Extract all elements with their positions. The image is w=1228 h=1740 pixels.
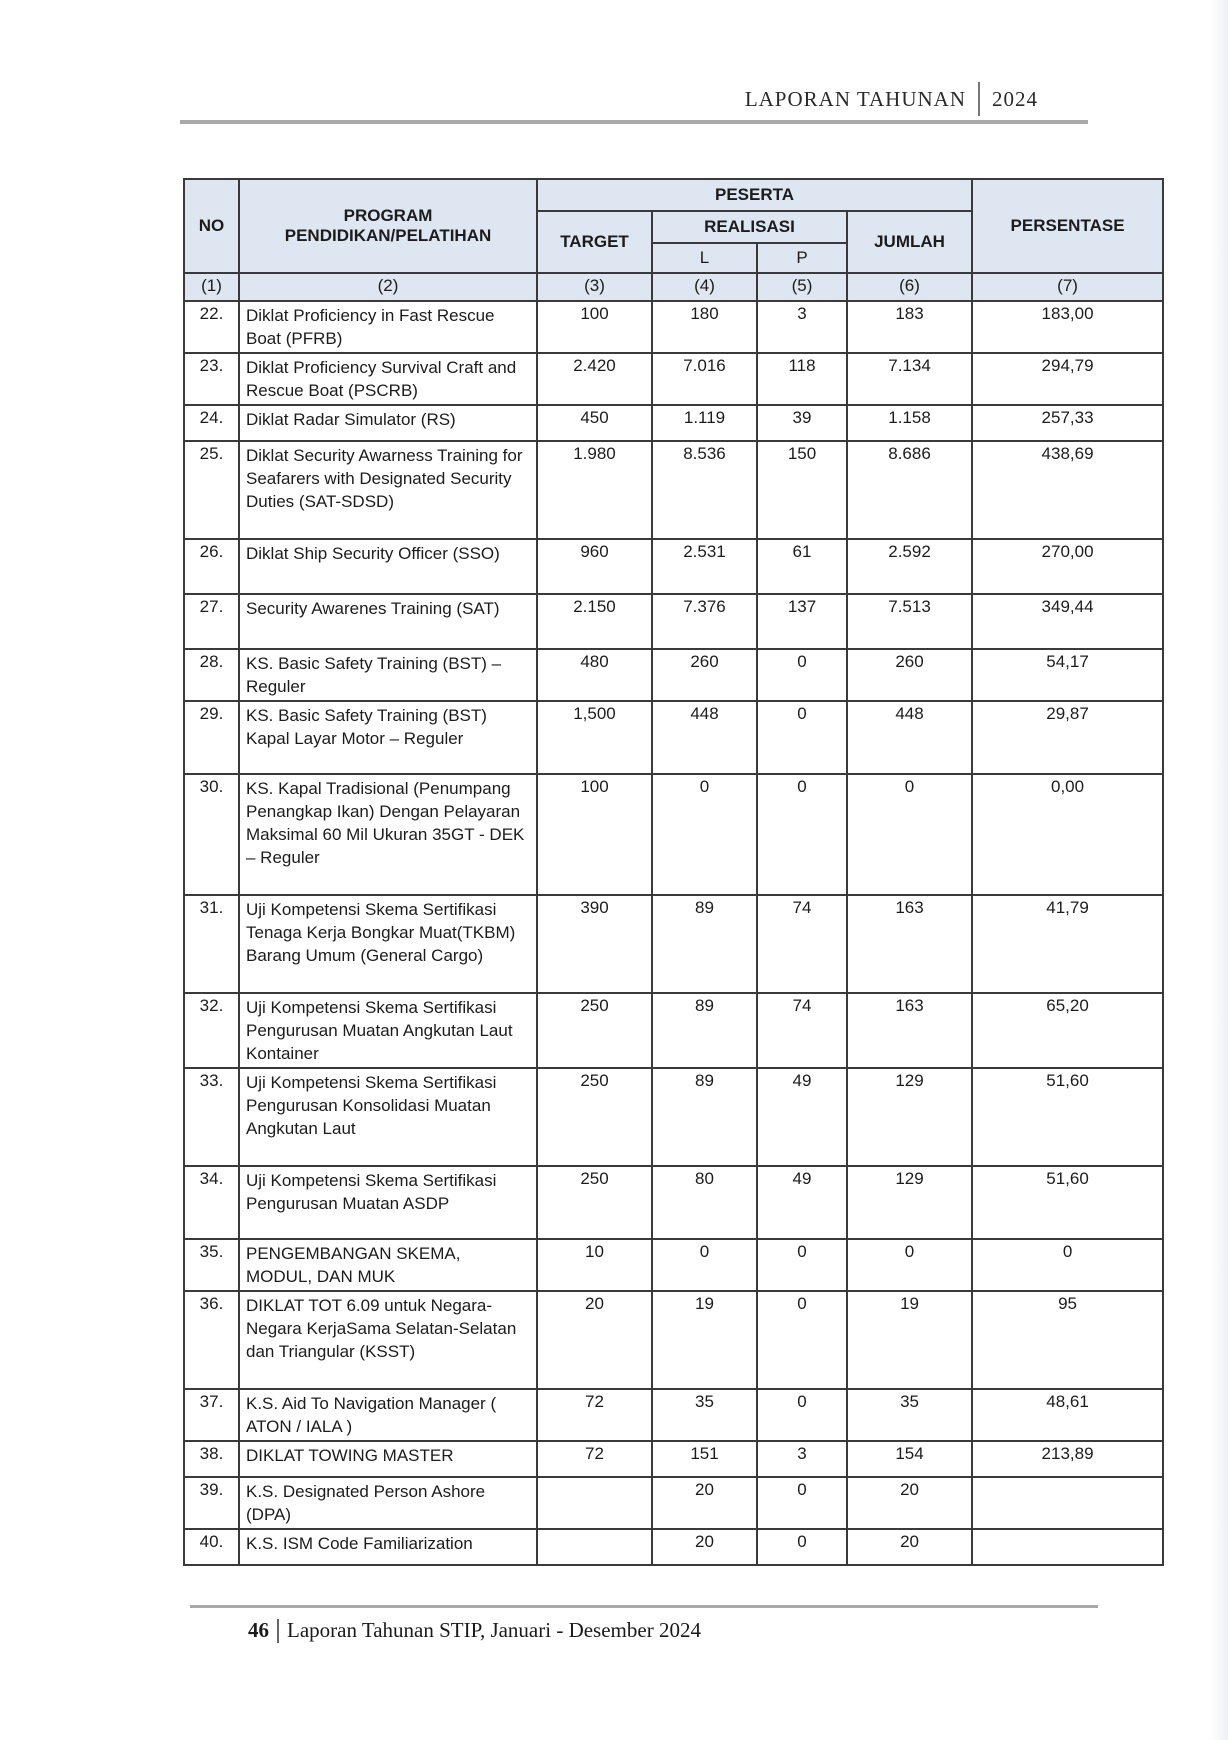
row-persentase: 213,89 <box>972 1441 1163 1477</box>
row-program: Diklat Proficiency Survival Craft and Rescue Boat (PSCRB) <box>239 353 537 405</box>
row-persentase: 54,17 <box>972 649 1163 701</box>
row-target: 1,500 <box>537 701 652 774</box>
row-program: Diklat Security Awarness Training for Seafarers with Designated Security Duties (SAT-SDSD) <box>239 441 537 539</box>
row-persentase: 0 <box>972 1239 1163 1291</box>
header-divider <box>978 82 980 116</box>
table-row <box>184 1477 1163 1529</box>
table-body <box>184 301 1163 1565</box>
row-target: 2.150 <box>537 594 652 649</box>
row-program: KS. Kapal Tradisional (Penumpang Penangkap Ikan) Dengan Pelayaran Maksimal 60 Mil Ukuran 35GT - DEK – Reguler <box>239 774 537 895</box>
header-p: P <box>757 243 847 273</box>
row-p: 137 <box>757 594 847 649</box>
row-jumlah: 8.686 <box>847 441 972 539</box>
row-no: 32. <box>184 993 239 1068</box>
row-no: 28. <box>184 649 239 701</box>
row-persentase <box>972 1529 1163 1565</box>
row-no: 27. <box>184 594 239 649</box>
row-jumlah: 0 <box>847 774 972 895</box>
row-target: 450 <box>537 405 652 441</box>
row-l: 2.531 <box>652 539 757 594</box>
row-no: 38. <box>184 1441 239 1477</box>
table-row <box>184 594 1163 649</box>
row-no: 35. <box>184 1239 239 1291</box>
row-persentase: 257,33 <box>972 405 1163 441</box>
footer-divider <box>277 1619 279 1643</box>
row-target: 10 <box>537 1239 652 1291</box>
row-jumlah: 448 <box>847 701 972 774</box>
page-edge-shadow <box>1210 0 1228 1740</box>
row-jumlah: 0 <box>847 1239 972 1291</box>
row-no: 39. <box>184 1477 239 1529</box>
header-target: TARGET <box>537 211 652 273</box>
row-l: 7.376 <box>652 594 757 649</box>
row-p: 0 <box>757 1291 847 1389</box>
row-persentase: 51,60 <box>972 1166 1163 1239</box>
row-persentase: 183,00 <box>972 301 1163 353</box>
row-jumlah: 19 <box>847 1291 972 1389</box>
row-program: Diklat Ship Security Officer (SSO) <box>239 539 537 594</box>
row-p: 39 <box>757 405 847 441</box>
row-target: 72 <box>537 1389 652 1441</box>
row-program: Uji Kompetensi Skema Sertifikasi Pengurusan Konsolidasi Muatan Angkutan Laut <box>239 1068 537 1166</box>
row-no: 37. <box>184 1389 239 1441</box>
row-p: 74 <box>757 895 847 993</box>
row-target: 250 <box>537 1166 652 1239</box>
row-no: 25. <box>184 441 239 539</box>
row-program: Uji Kompetensi Skema Sertifikasi Pengurusan Muatan ASDP <box>239 1166 537 1239</box>
row-program: Uji Kompetensi Skema Sertifikasi Pengurusan Muatan Angkutan Laut Kontainer <box>239 993 537 1068</box>
row-target: 250 <box>537 1068 652 1166</box>
footer-rule <box>190 1605 1098 1608</box>
row-p: 3 <box>757 1441 847 1477</box>
row-persentase: 65,20 <box>972 993 1163 1068</box>
row-persentase: 29,87 <box>972 701 1163 774</box>
row-l: 151 <box>652 1441 757 1477</box>
table-row <box>184 895 1163 993</box>
index-cell: (6) <box>847 273 972 301</box>
row-program: Uji Kompetensi Skema Sertifikasi Tenaga Kerja Bongkar Muat(TKBM) Barang Umum (General Cargo) <box>239 895 537 993</box>
row-program: Diklat Proficiency in Fast Rescue Boat (PFRB) <box>239 301 537 353</box>
row-target: 100 <box>537 301 652 353</box>
row-target: 2.420 <box>537 353 652 405</box>
row-p: 0 <box>757 649 847 701</box>
header-l: L <box>652 243 757 273</box>
row-target: 20 <box>537 1291 652 1389</box>
row-jumlah: 2.592 <box>847 539 972 594</box>
table-row <box>184 1441 1163 1477</box>
page-header <box>745 82 1038 116</box>
row-jumlah: 7.513 <box>847 594 972 649</box>
row-persentase: 41,79 <box>972 895 1163 993</box>
row-p: 61 <box>757 539 847 594</box>
row-persentase: 270,00 <box>972 539 1163 594</box>
row-program: Diklat Radar Simulator (RS) <box>239 405 537 441</box>
row-no: 24. <box>184 405 239 441</box>
row-p: 0 <box>757 1529 847 1565</box>
row-p: 0 <box>757 774 847 895</box>
page-footer <box>248 1618 701 1643</box>
row-l: 7.016 <box>652 353 757 405</box>
row-program: K.S. ISM Code Familiarization <box>239 1529 537 1565</box>
row-l: 448 <box>652 701 757 774</box>
table-row <box>184 1166 1163 1239</box>
index-cell: (2) <box>239 273 537 301</box>
row-l: 260 <box>652 649 757 701</box>
row-no: 29. <box>184 701 239 774</box>
row-program: PENGEMBANGAN SKEMA, MODUL, DAN MUK <box>239 1239 537 1291</box>
row-l: 20 <box>652 1529 757 1565</box>
row-program: K.S. Aid To Navigation Manager ( ATON / IALA ) <box>239 1389 537 1441</box>
row-jumlah: 154 <box>847 1441 972 1477</box>
row-jumlah: 163 <box>847 895 972 993</box>
table-row <box>184 405 1163 441</box>
table-row <box>184 701 1163 774</box>
row-no: 31. <box>184 895 239 993</box>
header-realisasi: REALISASI <box>652 211 847 243</box>
footer-text: Laporan Tahunan STIP, Januari - Desember 2024 <box>287 1618 701 1642</box>
header-peserta: PESERTA <box>537 179 972 211</box>
row-no: 23. <box>184 353 239 405</box>
header-persentase: PERSENTASE <box>972 179 1163 273</box>
row-program: KS. Basic Safety Training (BST) – Reguler <box>239 649 537 701</box>
row-no: 26. <box>184 539 239 594</box>
row-no: 36. <box>184 1291 239 1389</box>
row-persentase: 0,00 <box>972 774 1163 895</box>
table-row <box>184 649 1163 701</box>
row-target <box>537 1529 652 1565</box>
row-jumlah: 1.158 <box>847 405 972 441</box>
table-row <box>184 539 1163 594</box>
row-p: 3 <box>757 301 847 353</box>
row-persentase: 294,79 <box>972 353 1163 405</box>
index-cell: (5) <box>757 273 847 301</box>
row-no: 40. <box>184 1529 239 1565</box>
index-cell: (7) <box>972 273 1163 301</box>
row-target: 100 <box>537 774 652 895</box>
header-no: NO <box>184 179 239 273</box>
row-jumlah: 260 <box>847 649 972 701</box>
row-target: 72 <box>537 1441 652 1477</box>
page-number: 46 <box>248 1618 269 1642</box>
row-target: 480 <box>537 649 652 701</box>
header-program: PROGRAM PENDIDIKAN/PELATIHAN <box>239 179 537 273</box>
row-p: 0 <box>757 701 847 774</box>
index-cell: (4) <box>652 273 757 301</box>
row-l: 80 <box>652 1166 757 1239</box>
header-year: 2024 <box>992 86 1038 111</box>
table-row <box>184 1529 1163 1565</box>
row-target: 1.980 <box>537 441 652 539</box>
row-p: 74 <box>757 993 847 1068</box>
table-row <box>184 1291 1163 1389</box>
table-row <box>184 774 1163 895</box>
table-row <box>184 1389 1163 1441</box>
row-l: 0 <box>652 1239 757 1291</box>
row-l: 20 <box>652 1477 757 1529</box>
row-l: 180 <box>652 301 757 353</box>
row-persentase: 95 <box>972 1291 1163 1389</box>
table-row <box>184 993 1163 1068</box>
row-p: 0 <box>757 1239 847 1291</box>
row-jumlah: 163 <box>847 993 972 1068</box>
row-jumlah: 20 <box>847 1477 972 1529</box>
row-persentase <box>972 1477 1163 1529</box>
row-target: 390 <box>537 895 652 993</box>
row-l: 1.119 <box>652 405 757 441</box>
row-no: 22. <box>184 301 239 353</box>
table-row <box>184 441 1163 539</box>
row-persentase: 48,61 <box>972 1389 1163 1441</box>
row-l: 89 <box>652 1068 757 1166</box>
row-l: 89 <box>652 993 757 1068</box>
row-persentase: 438,69 <box>972 441 1163 539</box>
row-program: KS. Basic Safety Training (BST) Kapal Layar Motor – Reguler <box>239 701 537 774</box>
row-l: 8.536 <box>652 441 757 539</box>
row-p: 0 <box>757 1389 847 1441</box>
row-p: 0 <box>757 1477 847 1529</box>
table-row <box>184 1068 1163 1166</box>
row-program: Security Awarenes Training (SAT) <box>239 594 537 649</box>
row-no: 30. <box>184 774 239 895</box>
row-target: 960 <box>537 539 652 594</box>
row-jumlah: 20 <box>847 1529 972 1565</box>
row-p: 49 <box>757 1068 847 1166</box>
table-row <box>184 353 1163 405</box>
row-target: 250 <box>537 993 652 1068</box>
row-jumlah: 7.134 <box>847 353 972 405</box>
index-cell: (1) <box>184 273 239 301</box>
header-jumlah: JUMLAH <box>847 211 972 273</box>
row-no: 33. <box>184 1068 239 1166</box>
row-p: 118 <box>757 353 847 405</box>
row-jumlah: 35 <box>847 1389 972 1441</box>
row-target <box>537 1477 652 1529</box>
row-no: 34. <box>184 1166 239 1239</box>
index-cell: (3) <box>537 273 652 301</box>
row-jumlah: 129 <box>847 1068 972 1166</box>
training-participants-table <box>183 178 1164 1566</box>
row-p: 49 <box>757 1166 847 1239</box>
row-l: 0 <box>652 774 757 895</box>
row-l: 89 <box>652 895 757 993</box>
row-p: 150 <box>757 441 847 539</box>
table-row <box>184 301 1163 353</box>
row-l: 19 <box>652 1291 757 1389</box>
row-l: 35 <box>652 1389 757 1441</box>
table-row <box>184 1239 1163 1291</box>
row-jumlah: 183 <box>847 301 972 353</box>
row-jumlah: 129 <box>847 1166 972 1239</box>
row-program: DIKLAT TOT 6.09 untuk Negara-Negara KerjaSama Selatan-Selatan dan Triangular (KSST) <box>239 1291 537 1389</box>
row-persentase: 51,60 <box>972 1068 1163 1166</box>
row-program: DIKLAT TOWING MASTER <box>239 1441 537 1477</box>
row-program: K.S. Designated Person Ashore (DPA) <box>239 1477 537 1529</box>
row-persentase: 349,44 <box>972 594 1163 649</box>
header-rule <box>180 120 1088 124</box>
header-title: LAPORAN TAHUNAN <box>744 86 966 111</box>
